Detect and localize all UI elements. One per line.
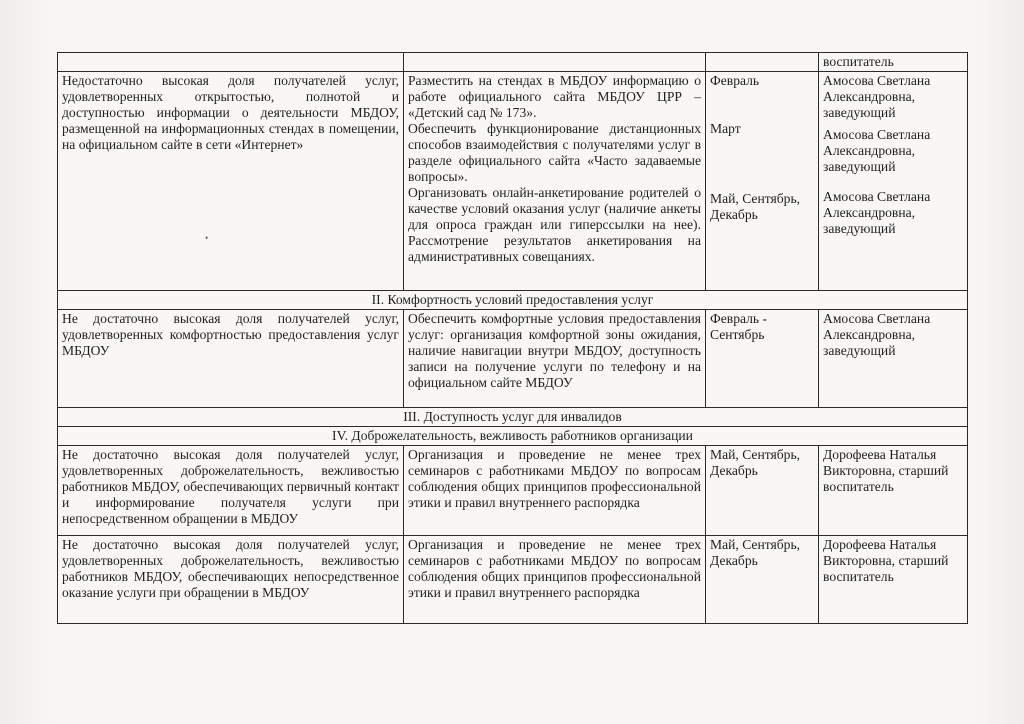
- measure-cell: [404, 72, 706, 291]
- responsible-cell: Дорофеева Наталья Викторовна, старший воспитатель: [819, 446, 968, 536]
- measure-cell: [404, 53, 706, 72]
- term-cell: [706, 53, 819, 72]
- table-row: [58, 72, 968, 291]
- responsible-cell: [819, 72, 968, 291]
- scan-speck: •: [205, 233, 209, 243]
- responsible-text: Амосова Светлана Александровна, заведующий: [823, 189, 931, 236]
- section-heading: IV. Доброжелательность, вежливость работников организации: [58, 427, 968, 446]
- table-row: [58, 446, 968, 536]
- table-row: [58, 310, 968, 408]
- term-cell: Май, Сентябрь, Декабрь: [706, 536, 819, 624]
- measure-text: Обеспечить функционирование дистанционных способов взаимодействия с получателями услуг в разделе официального сайта «Часто задаваемые вопросы».: [408, 121, 701, 184]
- table-row: [58, 536, 968, 624]
- term-cell: Февраль - Сентябрь: [706, 310, 819, 408]
- problem-cell: [58, 53, 404, 72]
- section-row: [58, 427, 968, 446]
- table-row: [58, 53, 968, 72]
- problem-cell: Не достаточно высокая доля получателей услуг, удовлетворенных доброжелательность, вежливостью работников МБДОУ, обеспечивающих первичный контакт и информирование получателя услуги при непосредственном обращении в МБДОУ: [58, 446, 404, 536]
- term-cell: [706, 72, 819, 291]
- section-heading: II. Комфортность условий предоставления услуг: [58, 291, 968, 310]
- section-row: [58, 408, 968, 427]
- section-heading: III. Доступность услуг для инвалидов: [58, 408, 968, 427]
- responsible-text: Амосова Светлана Александровна, заведующий: [823, 73, 931, 120]
- improvement-plan-table: [57, 52, 968, 624]
- problem-cell: Не достаточно высокая доля получателей услуг, удовлетворенных комфортностью предоставления услуг МБДОУ: [58, 310, 404, 408]
- section-row: [58, 291, 968, 310]
- measure-cell: Обеспечить комфортные условия предоставления услуг: организация комфортной зоны ожидания, наличие навигации внутри МБДОУ, доступность записи на получение услуги по телефону и на официальном сайте МБДОУ: [404, 310, 706, 408]
- problem-cell: Не достаточно высокая доля получателей услуг, удовлетворенных доброжелательность, вежливостью работников МБДОУ, обеспечивающих непосредственное оказание услуги при обращении в МБДОУ: [58, 536, 404, 624]
- term-text: Май, Сентябрь, Декабрь: [710, 191, 801, 222]
- term-cell: Май, Сентябрь, Декабрь: [706, 446, 819, 536]
- measure-cell: Организация и проведение не менее трех семинаров с работниками МБДОУ по вопросам соблюдения общих принципов профессиональной этики и правил внутреннего распорядка: [404, 446, 706, 536]
- term-text: Февраль: [710, 73, 760, 88]
- measure-cell: Организация и проведение не менее трех семинаров с работниками МБДОУ по вопросам соблюдения общих принципов профессиональной этики и правил внутреннего распорядка: [404, 536, 706, 624]
- problem-cell: Недостаточно высокая доля получателей услуг, удовлетворенных открытостью, полнотой и доступностью информации о деятельности МБДОУ, размещенной на информационных стендах в помещении, на официальном сайте в сети «Интернет»: [58, 72, 404, 291]
- responsible-cell: Дорофеева Наталья Викторовна, старший воспитатель: [819, 536, 968, 624]
- measure-text: Разместить на стендах в МБДОУ информацию о работе официального сайта МБДОУ ЦРР – «Детский сад № 173».: [408, 73, 701, 120]
- responsible-cell: [819, 53, 968, 72]
- responsible-text: воспитатель: [823, 54, 894, 69]
- responsible-cell: Амосова Светлана Александровна, заведующий: [819, 310, 968, 408]
- term-text: Март: [710, 121, 741, 136]
- responsible-text: Амосова Светлана Александровна, заведующий: [823, 127, 931, 174]
- measure-text: Организовать онлайн-анкетирование родителей о качестве условий оказания услуг (наличие анкеты для опроса граждан или гиперссылки на нее). Рассмотрение результатов анкетирования на административных совещаниях.: [408, 185, 701, 264]
